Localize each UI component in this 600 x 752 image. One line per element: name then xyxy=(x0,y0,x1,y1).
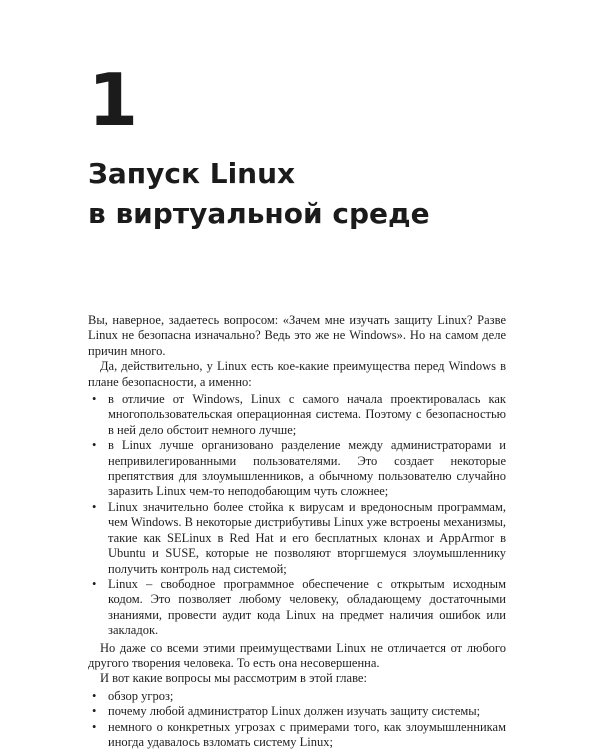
topics-list xyxy=(88,689,506,751)
bullet-glyph: • xyxy=(92,688,97,703)
bullet-glyph: • xyxy=(92,576,97,591)
chapter-title xyxy=(88,154,430,234)
chapter-body xyxy=(88,313,506,752)
bullet-glyph: • xyxy=(92,438,97,453)
list-item xyxy=(88,704,506,719)
list-item xyxy=(88,577,506,639)
list-item-text: в Linux лучше организовано разделение между администраторами и непривилегированными пользователями. Это создает некоторые препятствия для злоумышленников, а обычному пользователю случайно заразить Linux чем-то неподобающим чуть сложнее; xyxy=(108,438,506,499)
chapter-title-line-1: Запуск Linux xyxy=(88,157,296,190)
list-item xyxy=(88,689,506,704)
list-item-text: Linux – свободное программное обеспечение с открытым исходным кодом. Это позволяет любому человеку, обладающему достаточными знаниями, провести аудит кода Linux на предмет наличия ошибок или закладок. xyxy=(108,576,506,638)
caveat-paragraph: Но даже со всеми этими преимуществами Linux не отличается от любого другого творения человека. То есть она несовершенна. xyxy=(88,640,506,670)
topics-lead-paragraph: И вот какие вопросы мы рассмотрим в этой главе: xyxy=(100,671,367,686)
bullet-glyph: • xyxy=(92,392,97,407)
list-item xyxy=(88,438,506,500)
advantages-list xyxy=(88,392,506,639)
chapter-number: 1 xyxy=(88,58,139,142)
list-item-text: в отличие от Windows, Linux с самого начала проектировалась как многопользовательская операционная система. Поэтому с безопасностью в ней дело обстоит немного лучше; xyxy=(108,392,506,437)
bullet-glyph: • xyxy=(92,499,97,514)
list-item-text: обзор угроз; xyxy=(108,688,174,703)
list-item xyxy=(88,500,506,577)
bullet-glyph: • xyxy=(92,704,97,719)
list-item-text: немного о конкретных угрозах с примерами того, как злоумышленникам иногда удавалось взломать систему Linux; xyxy=(108,719,506,749)
chapter-title-line-2: в виртуальной среде xyxy=(88,197,430,230)
list-item-text: почему любой администратор Linux должен изучать защиту системы; xyxy=(108,704,481,719)
list-item xyxy=(88,392,506,438)
advantages-lead-paragraph: Да, действительно, у Linux есть кое-какие преимущества перед Windows в плане безопасности, а именно: xyxy=(88,359,506,389)
intro-paragraph: Вы, наверное, задаетесь вопросом: «Зачем мне изучать защиту Linux? Разве Linux не безопасна изначально? Ведь это же не Windows». Но на самом деле причин много. xyxy=(88,313,506,358)
bullet-glyph: • xyxy=(92,719,97,734)
list-item xyxy=(88,720,506,751)
list-item-text: Linux значительно более стойка к вирусам и вредоносным программам, чем Windows. В некоторые дистрибутивы Linux уже встроены механизмы, такие как SELinux в Red Hat и его бесплатных клонах и AppArmor в Ubuntu и SUSE, которые не позволяют вторгшемуся злоумышленнику получить контроль над системой; xyxy=(108,499,506,576)
